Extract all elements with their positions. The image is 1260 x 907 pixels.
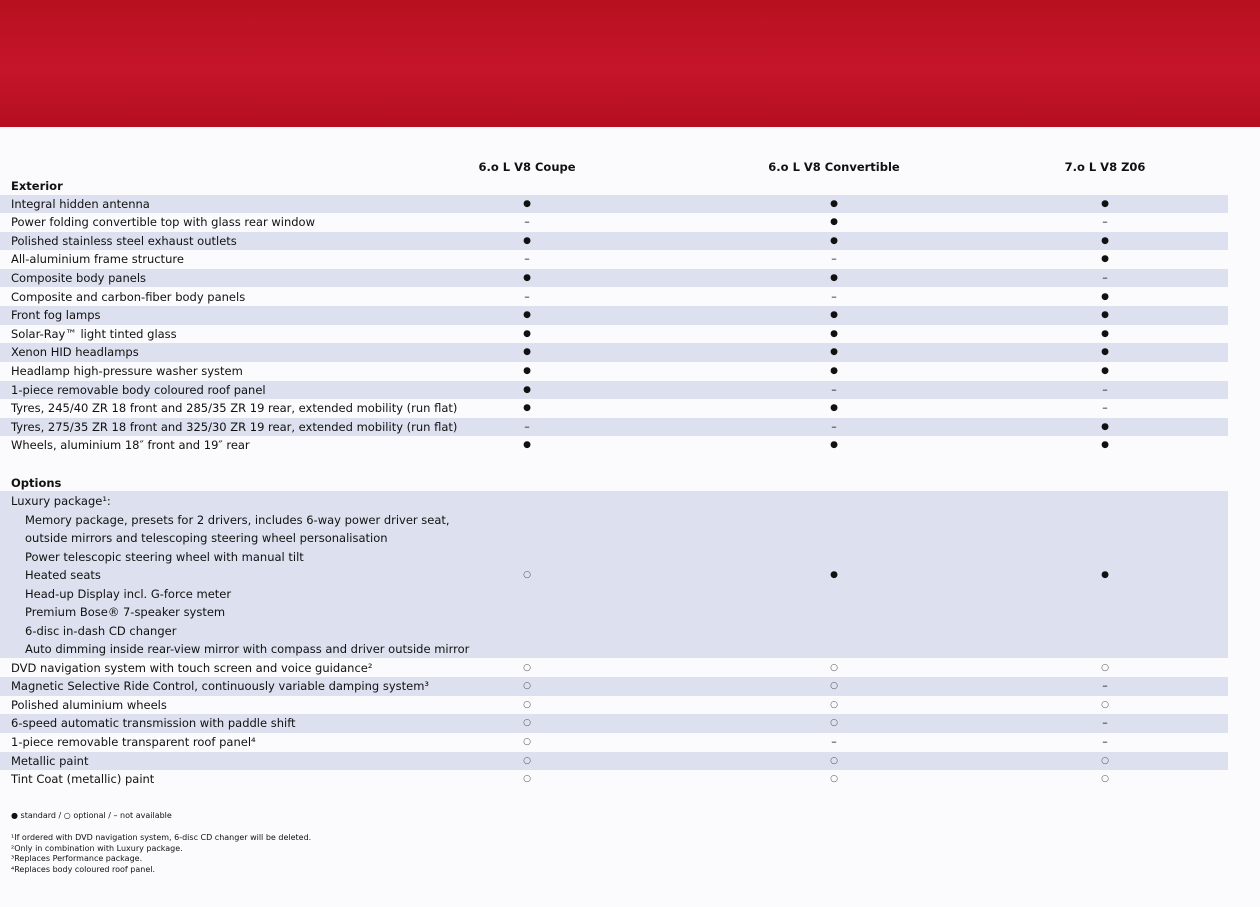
option-availability-not_available: – xyxy=(1102,716,1108,730)
exterior-availability-standard: ● xyxy=(830,217,838,228)
exterior-row-label: Integral hidden antenna xyxy=(11,196,150,211)
column-header-z06: 7.o L V8 Z06 xyxy=(1064,160,1146,174)
option-availability-optional: ○ xyxy=(523,662,531,673)
luxury-package-title: Luxury package¹: xyxy=(11,494,111,508)
option-availability-optional: ○ xyxy=(523,755,531,766)
exterior-availability-standard: ● xyxy=(830,440,838,451)
exterior-row-label: 1-piece removable body coloured roof panel xyxy=(11,382,266,397)
exterior-row-label: Power folding convertible top with glass rear window xyxy=(11,215,315,230)
exterior-availability-standard: ● xyxy=(1101,254,1109,265)
exterior-row xyxy=(0,288,1228,307)
luxury-package-item: Auto dimming inside rear-view mirror with compass and driver outside mirror xyxy=(25,642,470,656)
exterior-row xyxy=(0,195,1228,214)
option-availability-optional: ○ xyxy=(523,718,531,729)
footnote: ²Only in combination with Luxury package. xyxy=(11,843,183,853)
option-availability-optional: ○ xyxy=(523,774,531,785)
exterior-availability-standard: ● xyxy=(1101,198,1109,209)
exterior-availability-standard: ● xyxy=(523,384,531,395)
exterior-availability-standard: ● xyxy=(1101,347,1109,358)
exterior-row xyxy=(0,325,1228,344)
exterior-availability-not_available: – xyxy=(524,215,530,229)
exterior-availability-not_available: – xyxy=(1102,215,1108,229)
option-row-label: 6-speed automatic transmission with paddle shift xyxy=(11,716,296,731)
option-availability-optional: ○ xyxy=(830,718,838,729)
exterior-row xyxy=(0,381,1228,400)
exterior-row-label: All-aluminium frame structure xyxy=(11,252,184,267)
option-availability-optional: ○ xyxy=(523,681,531,692)
exterior-row xyxy=(0,306,1228,325)
section-title-exterior: Exterior xyxy=(11,179,63,193)
exterior-availability-not_available: – xyxy=(831,419,837,433)
option-row xyxy=(0,677,1228,696)
exterior-row-label: Headlamp high-pressure washer system xyxy=(11,363,243,378)
exterior-availability-standard: ● xyxy=(830,198,838,209)
exterior-availability-not_available: – xyxy=(831,382,837,396)
exterior-availability-standard: ● xyxy=(523,347,531,358)
exterior-availability-standard: ● xyxy=(1101,421,1109,432)
luxury-availability-standard: ● xyxy=(830,570,838,580)
option-availability-optional: ○ xyxy=(830,699,838,710)
option-availability-optional: ○ xyxy=(1101,774,1109,785)
exterior-availability-standard: ● xyxy=(830,310,838,321)
exterior-availability-not_available: – xyxy=(1102,270,1108,284)
option-row-label: Metallic paint xyxy=(11,753,89,768)
exterior-row-label: Wheels, aluminium 18″ front and 19″ rear xyxy=(11,438,250,453)
option-row xyxy=(0,696,1228,715)
exterior-availability-standard: ● xyxy=(830,328,838,339)
option-availability-optional: ○ xyxy=(523,699,531,710)
option-availability-not_available: – xyxy=(831,734,837,748)
footnote: ¹If ordered with DVD navigation system, 6-disc CD changer will be deleted. xyxy=(11,833,312,842)
exterior-availability-standard: ● xyxy=(523,310,531,321)
exterior-availability-not_available: – xyxy=(524,289,530,303)
exterior-row-label: Composite body panels xyxy=(11,270,147,285)
luxury-package-item: Memory package, presets for 2 drivers, includes 6-way power driver seat, xyxy=(25,512,450,527)
exterior-availability-standard: ● xyxy=(523,328,531,339)
exterior-row-label: Tyres, 245/40 ZR 18 front and 285/35 ZR 19 rear, extended mobility (run flat) xyxy=(11,401,458,416)
exterior-availability-standard: ● xyxy=(1101,328,1109,339)
exterior-row-label: Composite and carbon-fiber body panels xyxy=(11,289,246,304)
option-availability-optional: ○ xyxy=(523,736,531,747)
option-row xyxy=(0,770,1228,789)
exterior-row xyxy=(0,213,1228,232)
exterior-availability-standard: ● xyxy=(1101,235,1109,246)
luxury-package-item: Power telescopic steering wheel with manual tilt xyxy=(25,549,304,564)
option-availability-optional: ○ xyxy=(1101,755,1109,766)
option-availability-optional: ○ xyxy=(1101,699,1109,710)
exterior-row-label: Xenon HID headlamps xyxy=(11,345,139,360)
option-availability-not_available: – xyxy=(1102,679,1108,693)
exterior-availability-standard: ● xyxy=(830,272,838,283)
legend: ● standard / ○ optional / – not available xyxy=(11,811,172,820)
exterior-row-label: Front fog lamps xyxy=(11,308,101,323)
red-header-banner xyxy=(0,0,1260,127)
exterior-row xyxy=(0,418,1228,437)
option-row xyxy=(0,714,1228,733)
exterior-row-label: Polished stainless steel exhaust outlets xyxy=(11,233,237,248)
option-row-label: Polished aluminium wheels xyxy=(11,697,167,712)
exterior-availability-standard: ● xyxy=(523,272,531,283)
option-row-label: DVD navigation system with touch screen and voice guidance² xyxy=(11,660,373,675)
exterior-row xyxy=(0,250,1228,269)
option-availability-optional: ○ xyxy=(1101,662,1109,673)
column-header-coupe: 6.o L V8 Coupe xyxy=(478,160,576,174)
exterior-row xyxy=(0,343,1228,362)
footnote: ³Replaces Performance package. xyxy=(11,854,143,863)
exterior-availability-standard: ● xyxy=(830,347,838,358)
exterior-availability-not_available: – xyxy=(524,252,530,266)
option-row-label: 1-piece removable transparent roof panel⁴ xyxy=(11,734,256,749)
luxury-package-item: outside mirrors and telescoping steering wheel personalisation xyxy=(25,531,388,545)
option-availability-optional: ○ xyxy=(830,681,838,692)
column-header-convertible: 6.o L V8 Convertible xyxy=(768,160,900,174)
exterior-availability-not_available: – xyxy=(831,289,837,303)
exterior-availability-not_available: – xyxy=(524,419,530,433)
luxury-package-item: Head-up Display incl. G-force meter xyxy=(25,586,232,601)
exterior-row-label: Tyres, 275/35 ZR 18 front and 325/30 ZR 19 rear, extended mobility (run flat) xyxy=(11,419,458,434)
footnote: ⁴Replaces body coloured roof panel. xyxy=(11,864,156,874)
exterior-row xyxy=(0,399,1228,418)
luxury-package-item: Premium Bose® 7-speaker system xyxy=(25,605,226,619)
exterior-availability-standard: ● xyxy=(523,403,531,414)
exterior-availability-standard: ● xyxy=(523,235,531,246)
exterior-availability-standard: ● xyxy=(523,440,531,451)
option-row-label: Tint Coat (metallic) paint xyxy=(11,772,155,787)
luxury-package-item: Heated seats xyxy=(25,568,101,582)
exterior-availability-standard: ● xyxy=(523,198,531,209)
option-row-label: Magnetic Selective Ride Control, continuously variable damping system³ xyxy=(11,679,430,694)
option-availability-optional: ○ xyxy=(830,662,838,673)
section-title-options: Options xyxy=(11,476,62,490)
exterior-availability-standard: ● xyxy=(830,235,838,246)
exterior-row xyxy=(0,269,1228,288)
luxury-availability-optional: ○ xyxy=(523,570,531,580)
exterior-availability-standard: ● xyxy=(830,403,838,414)
option-row xyxy=(0,752,1228,771)
luxury-availability-standard: ● xyxy=(1101,570,1109,580)
exterior-availability-standard: ● xyxy=(1101,291,1109,302)
option-availability-optional: ○ xyxy=(830,774,838,785)
exterior-availability-standard: ● xyxy=(1101,440,1109,451)
exterior-availability-standard: ● xyxy=(1101,310,1109,321)
exterior-row xyxy=(0,232,1228,251)
exterior-availability-not_available: – xyxy=(831,252,837,266)
exterior-row xyxy=(0,436,1228,455)
option-availability-not_available: – xyxy=(1102,734,1108,748)
exterior-row-label: Solar-Ray™ light tinted glass xyxy=(11,326,177,341)
exterior-availability-not_available: – xyxy=(1102,382,1108,396)
exterior-availability-standard: ● xyxy=(830,365,838,376)
exterior-availability-standard: ● xyxy=(1101,365,1109,376)
exterior-availability-standard: ● xyxy=(523,365,531,376)
luxury-package-item: 6-disc in-dash CD changer xyxy=(25,623,177,638)
exterior-availability-not_available: – xyxy=(1102,401,1108,415)
luxury-package-row xyxy=(0,491,1228,658)
exterior-row xyxy=(0,362,1228,381)
option-availability-optional: ○ xyxy=(830,755,838,766)
option-row xyxy=(0,659,1228,678)
option-row xyxy=(0,733,1228,752)
